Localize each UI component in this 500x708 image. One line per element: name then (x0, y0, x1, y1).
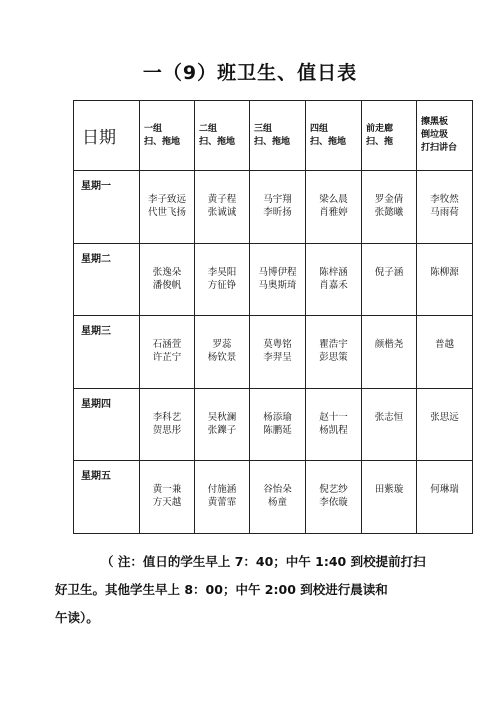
day-label: 星期二 (74, 243, 140, 316)
name-cell (417, 316, 473, 389)
table-row (74, 388, 473, 461)
name-cell (250, 316, 306, 389)
student-name: 方征铮 (207, 279, 237, 291)
group-task: 扫、拖地 (199, 136, 236, 147)
student-name: 罗金倩 (374, 194, 404, 206)
student-name: 贺思彤 (152, 424, 182, 436)
student-name: 张逸朵 (152, 266, 182, 278)
student-name: 方天越 (152, 497, 182, 509)
student-name: 谷怡朵 (263, 484, 292, 496)
student-name: 黄蕾霏 (207, 497, 237, 509)
name-cell (195, 171, 250, 244)
name-cell (417, 243, 473, 316)
footnote-line: （ 注：值日的学生早上 7：40；中午 1:40 到校提前打扫 (101, 554, 426, 569)
student-name: 马博伊程 (258, 266, 297, 278)
student-name: 张懿曦 (374, 207, 404, 219)
name-cell (306, 388, 362, 461)
name-cell (306, 243, 362, 316)
name-cell (362, 461, 417, 534)
name-cell (195, 243, 250, 316)
footnote-line: 好卫生。其他学生早上 8：00；中午 2:00 到校进行晨读和 (55, 582, 388, 597)
group-task: 扫、拖 (366, 136, 394, 147)
student-name: 许芷宁 (152, 352, 182, 364)
student-name: 李牧然 (430, 194, 459, 206)
group-task: 扫、拖地 (254, 136, 291, 147)
name-cell (140, 243, 195, 316)
student-name: 代世飞扬 (147, 207, 186, 219)
group-task: 扫、拖地 (310, 136, 347, 147)
student-name: 李依璇 (319, 497, 348, 509)
student-name: 颜楷尧 (374, 339, 404, 351)
group-header (362, 101, 417, 171)
student-name: 瞿浩宇 (319, 339, 348, 351)
group-name: 前走廊 (366, 123, 394, 134)
name-cell (250, 461, 306, 534)
duty-table (73, 100, 473, 534)
name-cell (140, 316, 195, 389)
group-name: 三组 (254, 123, 273, 134)
student-name: 何琳瑞 (430, 484, 459, 496)
group-name: 四组 (310, 123, 329, 134)
day-label: 星期一 (74, 171, 140, 244)
student-name: 普越 (434, 339, 454, 351)
footnote-line: 午读）。 (55, 610, 99, 625)
table-row (74, 243, 473, 316)
student-name: 黄子程 (207, 194, 237, 206)
student-name: 梁么晨 (319, 194, 348, 206)
table-row (74, 461, 473, 534)
day-label: 星期四 (74, 388, 140, 461)
name-cell (306, 171, 362, 244)
group-header (195, 101, 250, 171)
name-cell (250, 388, 306, 461)
name-cell (417, 388, 473, 461)
group-name: 二组 (199, 123, 218, 134)
group-task: 打扫讲台 (421, 143, 458, 154)
name-cell (306, 316, 362, 389)
group-task: 倒垃圾 (421, 130, 449, 141)
student-name: 陈鹏延 (263, 424, 292, 436)
student-name: 石涵萱 (152, 339, 182, 351)
name-cell (306, 461, 362, 534)
student-name: 李昊阳 (207, 266, 237, 278)
group-header (306, 101, 362, 171)
student-name: 张思远 (430, 411, 459, 423)
table-header-row (74, 101, 473, 171)
page-title: 一（9）班卫生、值日表 (142, 62, 358, 84)
date-header: 日期 (74, 101, 140, 171)
student-name: 莫粤铭 (263, 339, 292, 351)
student-name: 彭思策 (319, 352, 348, 364)
name-cell (417, 171, 473, 244)
student-name: 杨童 (267, 497, 287, 509)
student-name: 付施涵 (207, 484, 237, 496)
student-name: 张鑠子 (207, 424, 237, 436)
student-name: 张志恒 (374, 411, 404, 423)
student-name: 杨添瑜 (263, 411, 292, 423)
group-header (250, 101, 306, 171)
student-name: 杨凯程 (319, 424, 348, 436)
name-cell (140, 388, 195, 461)
student-name: 肖嘉禾 (319, 279, 348, 291)
student-name: 马宇翔 (263, 194, 292, 206)
name-cell (195, 461, 250, 534)
student-name: 罗蕊 (212, 339, 232, 351)
name-cell (140, 461, 195, 534)
student-name: 陈柳源 (430, 266, 459, 278)
group-task: 扫、拖地 (144, 136, 181, 147)
group-header (140, 101, 195, 171)
student-name: 吴秋澜 (207, 411, 237, 423)
student-name: 李子致远 (147, 194, 186, 206)
student-name: 陈梓涵 (319, 266, 348, 278)
day-label: 星期五 (74, 461, 140, 534)
day-label: 星期三 (74, 316, 140, 389)
student-name: 田紫璇 (374, 484, 404, 496)
table-row (74, 316, 473, 389)
student-name: 李羿呈 (263, 352, 292, 364)
student-name: 赵十一 (319, 411, 348, 423)
name-cell (362, 243, 417, 316)
name-cell (417, 461, 473, 534)
name-cell (195, 388, 250, 461)
table-row (74, 171, 473, 244)
name-cell (362, 388, 417, 461)
name-cell (195, 316, 250, 389)
name-cell (362, 171, 417, 244)
student-name: 李科艺 (152, 411, 182, 423)
group-name: 擦黑板 (421, 117, 449, 128)
name-cell (140, 171, 195, 244)
student-name: 李昕扬 (263, 207, 292, 219)
footnote (55, 548, 455, 632)
student-name: 黄一兼 (152, 484, 182, 496)
student-name: 肖雅婷 (319, 207, 348, 219)
student-name: 张诚诚 (207, 207, 237, 219)
name-cell (362, 316, 417, 389)
student-name: 马奥斯琦 (258, 279, 297, 291)
student-name: 潘俊帆 (152, 279, 182, 291)
group-header (417, 101, 473, 171)
name-cell (250, 243, 306, 316)
group-name: 一组 (144, 123, 163, 134)
student-name: 倪子涵 (374, 266, 404, 278)
student-name: 杨钦景 (207, 352, 237, 364)
student-name: 倪艺纱 (319, 484, 348, 496)
name-cell (250, 171, 306, 244)
student-name: 马雨荷 (430, 207, 459, 219)
